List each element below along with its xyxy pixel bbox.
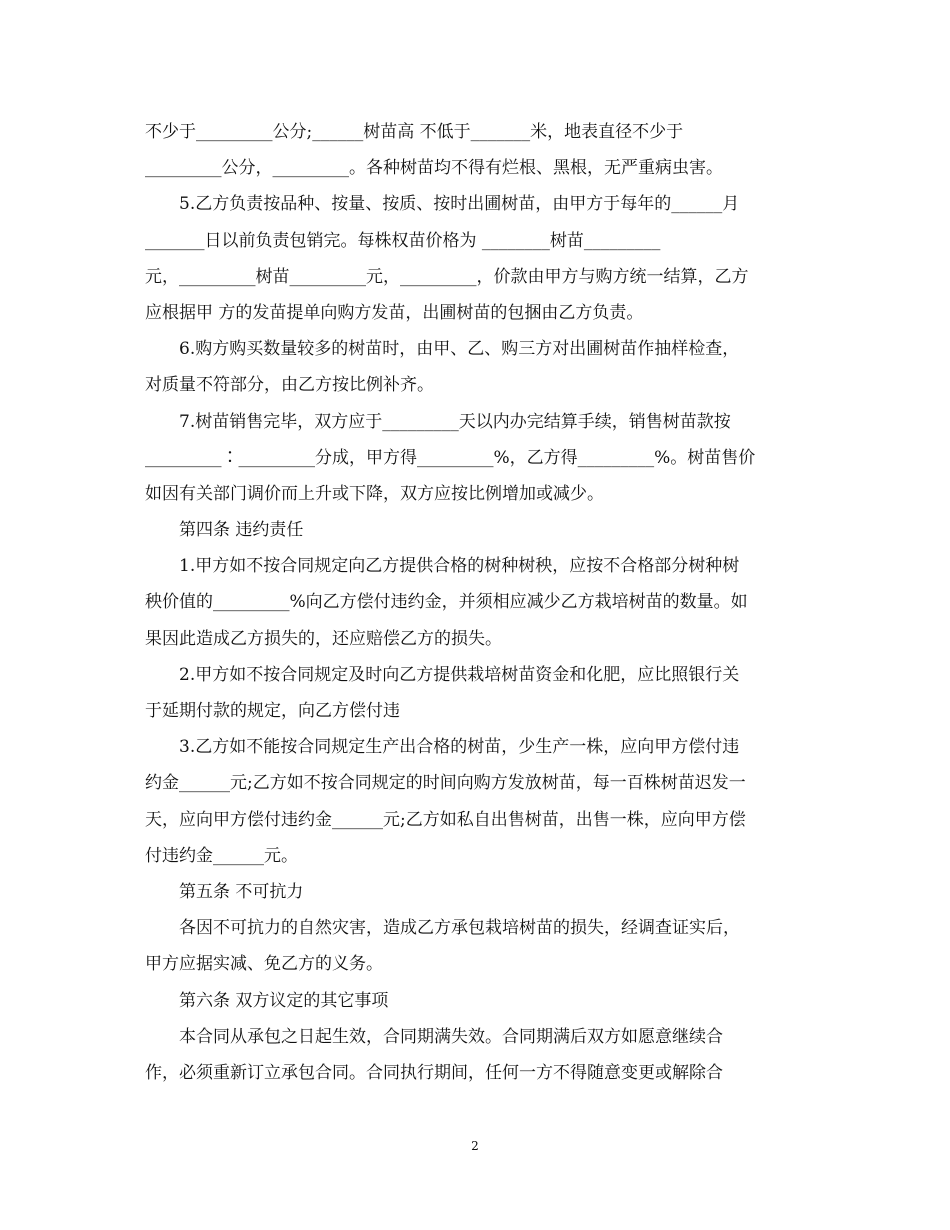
text-line: 6.购方购买数量较多的树苗时，由甲、乙、购三方对出圃树苗作抽样检查， — [179, 339, 740, 360]
text-line: 各因不可抗力的自然灾害，造成乙方承包栽培树苗的损失，经调查证实后， — [179, 918, 740, 939]
text-line: 1.甲方如不按合同规定向乙方提供合格的树种树秧，应按不合格部分树种树 — [179, 556, 740, 577]
text-line: _______日以前负责包销完。每株权苗价格为 ________树苗_________ — [145, 230, 661, 251]
text-line: 5.乙方负责按品种、按量、按质、按时出圃树苗，由甲方于每年的______月 — [179, 194, 740, 215]
text-line: 付违约金______元。 — [145, 845, 298, 866]
text-line: 如因有关部门调价而上升或下降，双方应按比例增加或减少。 — [145, 483, 604, 504]
text-line: 果因此造成乙方损失的，还应赔偿乙方的损失。 — [145, 628, 502, 649]
text-line: 本合同从承包之日起生效，合同期满失效。合同期满后双方如愿意继续合 — [179, 1026, 723, 1047]
text-line: 约金______元;乙方如不按合同规定的时间向购方发放树苗，每一百株树苗迟发一 — [145, 773, 746, 794]
text-line: 于延期付款的规定，向乙方偿付违 — [145, 701, 400, 721]
text-line: 作，必须重新订立承包合同。合同执行期间，任何一方不得随意变更或解除合 — [145, 1062, 723, 1083]
text-line: 第六条 双方议定的其它事项 — [179, 990, 389, 1011]
text-line: _________∶_________分成，甲方得_________%，乙方得_________%。树苗售价 — [145, 447, 756, 468]
text-line: _________公分，_________。各种树苗均不得有烂根、黑根，无严重病虫害。 — [145, 158, 723, 179]
text-line: 第五条 不可抗力 — [179, 881, 304, 902]
text-line: 不少于_________公分;______树苗高 不低于_______米，地表直径不少于 — [145, 122, 684, 142]
text-line: 第四条 违约责任 — [179, 520, 304, 541]
document-body — [145, 114, 805, 1091]
page-number: 2 — [471, 1139, 479, 1153]
text-line: 甲方应据实减、免乙方的义务。 — [145, 954, 383, 975]
text-line: 秧价值的_________%向乙方偿付违约金，并须相应减少乙方栽培树苗的数量。如 — [145, 592, 748, 613]
text-line: 3.乙方如不能按合同规定生产出合格的树苗，少生产一株，应向甲方偿付违 — [179, 737, 740, 758]
text-line: 2.甲方如不按合同规定及时向乙方提供栽培树苗资金和化肥，应比照银行关 — [179, 664, 740, 685]
text-line: 元，_________树苗_________元，_________，价款由甲方与购方统一结算，乙方 — [145, 266, 749, 287]
text-line: 7.树苗销售完毕，双方应于_________天以内办完结算手续，销售树苗款按 — [179, 411, 731, 432]
text-line: 天，应向甲方偿付违约金______元;乙方如私自出售树苗，出售一株，应向甲方偿 — [145, 809, 746, 830]
text-line: 对质量不符部分，由乙方按比例补齐。 — [145, 375, 434, 396]
text-line: 应根据甲 方的发苗提单向购方发苗，出圃树苗的包捆由乙方负责。 — [145, 302, 644, 323]
